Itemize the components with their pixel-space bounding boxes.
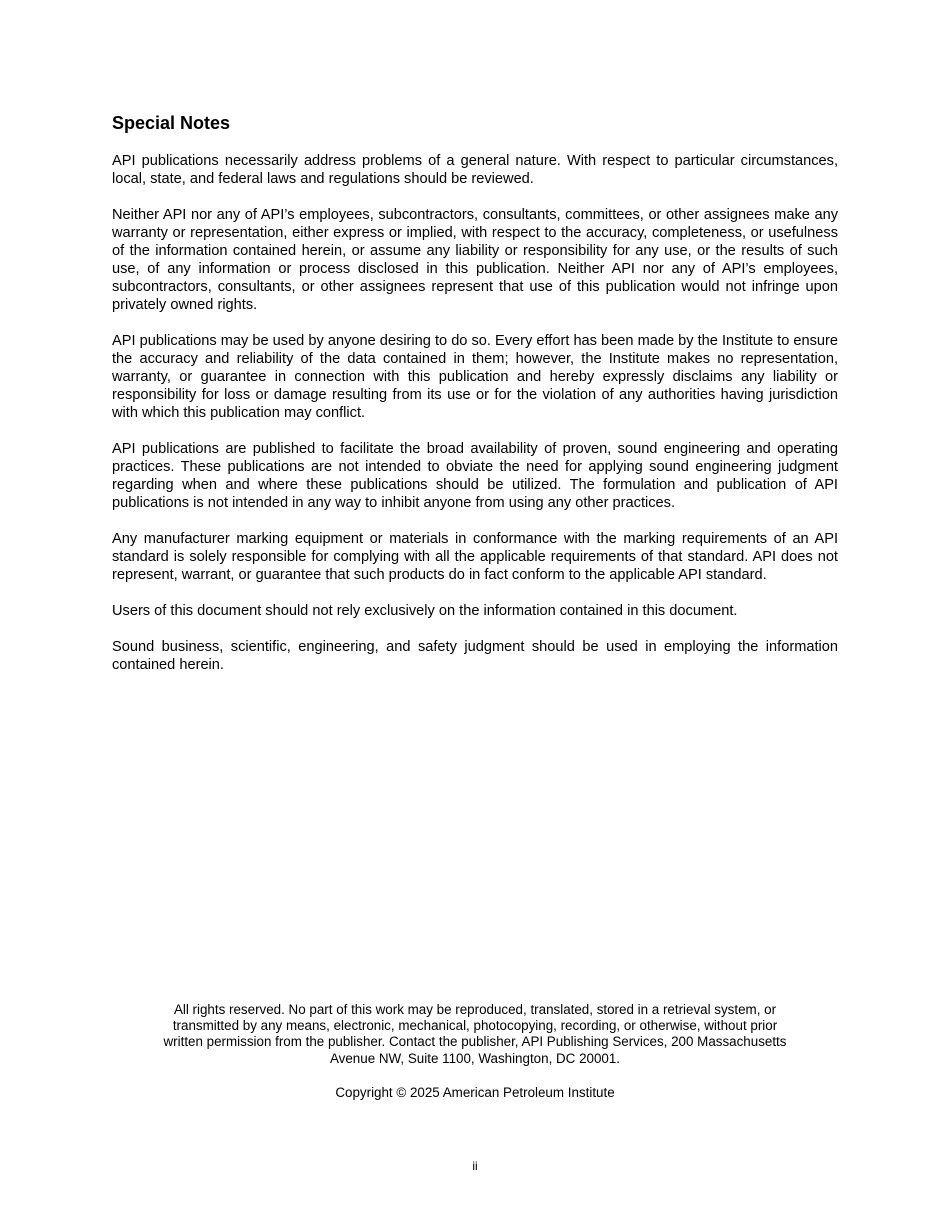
copyright-notice: Copyright © 2025 American Petroleum Institute: [335, 1085, 615, 1100]
paragraph-judgment: Sound business, scientific, engineering, and safety judgment should be used in employing the information contained herein.: [112, 639, 838, 673]
special-notes-body: [112, 152, 838, 692]
paragraph-usage: API publications may be used by anyone desiring to do so. Every effort has been made by the Institute to ensure the accuracy and reliability of the data contained in them; however, the Institute makes no representation, warranty, or guarantee in connection with this publication and hereby expressly disclaims any liability or responsibility for loss or damage resulting from its use or for the violation of any authorities having jurisdiction with which this publication may conflict.: [112, 333, 838, 421]
rights-notice-line: Avenue NW, Suite 1100, Washington, DC 20001.: [329, 1050, 621, 1066]
rights-notice-line: All rights reserved. No part of this work may be reproduced, translated, stored in a retrieval system, or: [173, 1002, 777, 1017]
rights-notice-line: written permission from the publisher. Contact the publisher, API Publishing Services, 200 Massachusetts: [163, 1034, 787, 1050]
paragraph-reliance: Users of this document should not rely exclusively on the information contained in this document.: [112, 603, 738, 619]
paragraph-purpose: API publications are published to facilitate the broad availability of proven, sound engineering and operating practices. These publications are not intended to obviate the need for applying sound engineering judgment regarding when and where these publications should be utilized. The formulation and publication of API publications is not intended in any way to inhibit anyone from using any other practices.: [112, 441, 838, 511]
paragraph-manufacturer-marking: Any manufacturer marking equipment or materials in conformance with the marking requirements of an API standard is solely responsible for complying with all the applicable requirements of that standard. API does not represent, warrant, or guarantee that such products do in fact conform to the applicable API standard.: [112, 531, 838, 583]
paragraph-general-nature: API publications necessarily address problems of a general nature. With respect to particular circumstances, local, state, and federal laws and regulations should be reviewed.: [112, 153, 838, 187]
paragraph-no-warranty: Neither API nor any of API’s employees, subcontractors, consultants, committees, or other assignees make any warranty or representation, either express or implied, with respect to the accuracy, completeness, or usefulness of the information contained herein, or assume any liability or responsibility for any use, or the results of such use, of any information or process disclosed in this publication. Neither API nor any of API’s employees, subcontractors, consultants, or other assignees represent that use of this publication would not infringe upon privately owned rights.: [112, 207, 838, 313]
rights-notice-line: transmitted by any means, electronic, mechanical, photocopying, recording, or otherwise, without prior: [172, 1018, 778, 1034]
rights-notice: [140, 1002, 810, 1067]
page-title: Special Notes: [112, 113, 231, 133]
page-number: ii: [472, 1159, 478, 1173]
